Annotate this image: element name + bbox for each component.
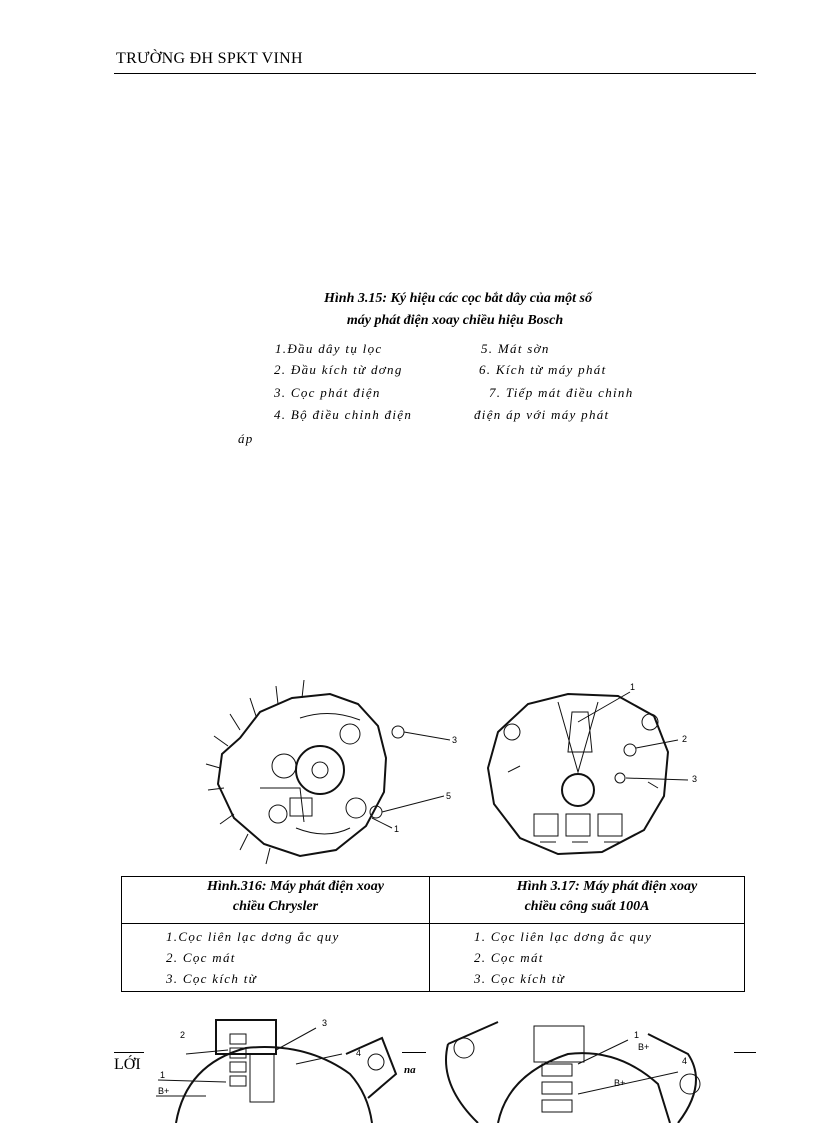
figure-3-16-label-5: 5 xyxy=(446,791,452,801)
list-item: 3. Cọc kích từ xyxy=(166,971,257,986)
header-rule xyxy=(114,73,756,74)
list-item: 1. Cọc liên lạc dơng ắc quy xyxy=(474,929,653,944)
figure-3-16-caption-line1: Hình.316: Máy phát điện xoay xyxy=(207,879,384,894)
legend-item: 7. Tiếp mát điều chỉnh xyxy=(489,385,634,400)
table-row xyxy=(122,924,745,992)
legend-item: 3. Cọc phát điện xyxy=(274,385,381,400)
legend-item: 4. Bộ điều chỉnh điện xyxy=(274,407,413,422)
bottom-right-alternator-illustration xyxy=(438,1014,722,1123)
figure-captions-table xyxy=(121,876,745,992)
legend-item: 5. Mát sờn xyxy=(481,341,550,356)
figure-3-17-caption-line1: Hình 3.17: Máy phát điện xoay xyxy=(516,879,698,894)
legend-item: 1.Đầu dây tụ lọc xyxy=(275,341,383,356)
figure-3-17-label-1: 1 xyxy=(630,682,636,692)
legend-item: 6. Kích từ máy phát xyxy=(479,362,607,377)
footer-rule-right xyxy=(734,1052,756,1053)
legend-item-continued: áp xyxy=(238,431,254,446)
footer-rule-middle xyxy=(402,1052,426,1053)
figure-3-16-items-cell xyxy=(122,924,430,992)
figure-3-16-caption-line2: chiều Chrysler xyxy=(232,899,319,914)
bottom-left-label-2: 2 xyxy=(180,1030,186,1040)
bottom-right-label-b-plus: B+ xyxy=(638,1042,650,1052)
legend-item: điện áp với máy phát xyxy=(474,407,610,422)
bottom-right-label-4: 4 xyxy=(682,1056,688,1066)
figure-3-17-caption-line2: chiều công suất 100A xyxy=(524,899,650,914)
bottom-left-label-b-plus: B+ xyxy=(158,1086,170,1096)
bottom-left-label-4: 4 xyxy=(356,1048,362,1058)
figure-3-15-caption-line1: Hình 3.15: Ký hiệu các cọc bắt dây của một số xyxy=(324,291,592,306)
footer-rule-left xyxy=(114,1052,144,1053)
bottom-right-label-1: 1 xyxy=(634,1030,640,1040)
figure-3-16-label-1: 1 xyxy=(394,824,400,834)
bottom-right-label-b-plus-lower: B+ xyxy=(614,1078,626,1088)
header-title: TRƯỜNG ĐH SPKT VINH xyxy=(116,50,303,67)
bottom-left-label-3: 3 xyxy=(322,1018,328,1028)
footer-text: LỚI xyxy=(114,1056,141,1073)
figure-3-17-caption-cell xyxy=(430,877,745,924)
figure-3-15-caption-line2: máy phát điện xoay chiều hiệu Bosch xyxy=(346,313,564,328)
figure-3-16-caption-cell xyxy=(122,877,430,924)
figure-3-17-items-cell xyxy=(430,924,745,992)
bottom-left-alternator-illustration xyxy=(146,1014,402,1123)
figure-3-17-label-2: 2 xyxy=(682,734,688,744)
chrysler-alternator-illustration xyxy=(200,668,470,868)
footer-fragment: na xyxy=(404,1064,416,1076)
figure-3-16-label-3: 3 xyxy=(452,735,458,745)
alternator-100a-illustration xyxy=(468,682,708,864)
list-item: 3. Cọc kích từ xyxy=(474,971,565,986)
list-item: 2. Cọc mát xyxy=(166,950,236,965)
list-item: 2. Cọc mát xyxy=(474,950,544,965)
bottom-left-label-1: 1 xyxy=(160,1070,166,1080)
figure-3-17-label-3: 3 xyxy=(692,774,698,784)
table-row xyxy=(122,877,745,924)
legend-item: 2. Đầu kích từ dơng xyxy=(274,362,403,377)
list-item: 1.Cọc liên lạc dơng ắc quy xyxy=(166,929,340,944)
